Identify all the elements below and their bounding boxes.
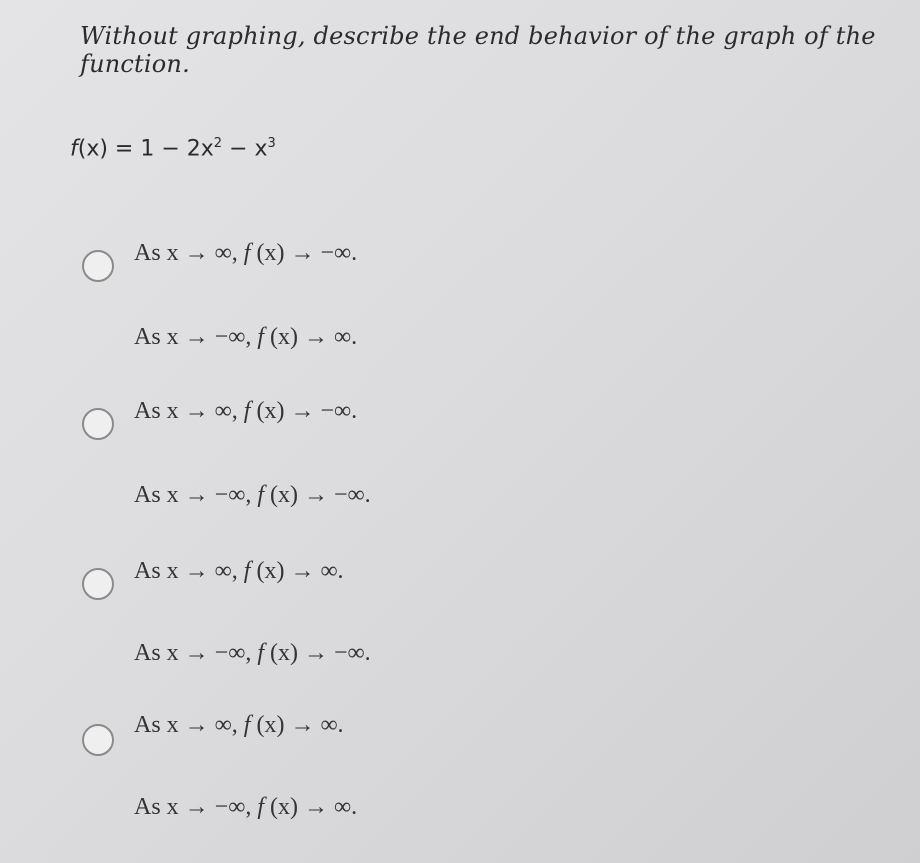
option-a-line-1-pre: As x → ∞,: [134, 240, 244, 266]
option-d-line-2-pre: As x → −∞,: [134, 794, 258, 820]
option-c-line-2-f: f: [257, 640, 264, 666]
option-d-line-2-post: (x) → ∞.: [264, 794, 358, 820]
option-d-line-1-f: f: [243, 712, 251, 738]
option-b-line-1: [134, 398, 357, 425]
option-b-line-1-post: (x) → −∞.: [250, 398, 358, 424]
option-c-line-2-pre: As x → −∞,: [134, 640, 258, 666]
option-c-line-1-post: (x) → ∞.: [250, 558, 344, 584]
function-body: = 1 − 2x: [107, 136, 214, 162]
radio-button-c[interactable]: [82, 568, 114, 600]
question-text: Without graphing, describe the end behavior of the graph of the function.: [80, 22, 876, 78]
option-c-line-1-f: f: [243, 558, 251, 584]
option-a-line-2-post: (x) → ∞.: [264, 324, 358, 350]
function-arg: (x): [77, 136, 108, 162]
option-d-line-2: [134, 794, 357, 821]
option-b-line-1-f: f: [243, 398, 251, 424]
radio-button-d[interactable]: [82, 724, 114, 756]
option-b-line-2-f: f: [257, 482, 264, 508]
option-d-line-1-post: (x) → ∞.: [250, 712, 344, 738]
option-d-line-2-f: f: [257, 794, 264, 820]
option-a-line-2-f: f: [257, 324, 264, 350]
option-a-line-1: [134, 240, 357, 267]
option-b-line-2-post: (x) → −∞.: [264, 482, 371, 508]
radio-button-b[interactable]: [82, 408, 114, 440]
option-a-line-1-post: (x) → −∞.: [250, 240, 358, 266]
function-exp-2: 3: [267, 136, 276, 151]
option-c-line-1-pre: As x → ∞,: [134, 558, 244, 584]
option-b-line-2-pre: As x → −∞,: [134, 482, 258, 508]
function-expression: [70, 136, 276, 161]
function-exp-1: 2: [213, 136, 223, 151]
option-c-line-1: [134, 558, 344, 585]
option-d-line-1: [134, 712, 344, 739]
radio-button-a[interactable]: [82, 250, 114, 282]
function-mid: − x: [222, 136, 268, 162]
option-c-line-2: [134, 640, 371, 667]
option-a-line-2: [134, 324, 357, 351]
option-b-line-2: [134, 482, 371, 509]
option-d-line-1-pre: As x → ∞,: [134, 712, 244, 738]
option-b-line-1-pre: As x → ∞,: [134, 398, 244, 424]
option-a-line-1-f: f: [243, 240, 251, 266]
option-a-line-2-pre: As x → −∞,: [134, 324, 258, 350]
function-name: f: [70, 136, 78, 162]
option-c-line-2-post: (x) → −∞.: [264, 640, 371, 666]
